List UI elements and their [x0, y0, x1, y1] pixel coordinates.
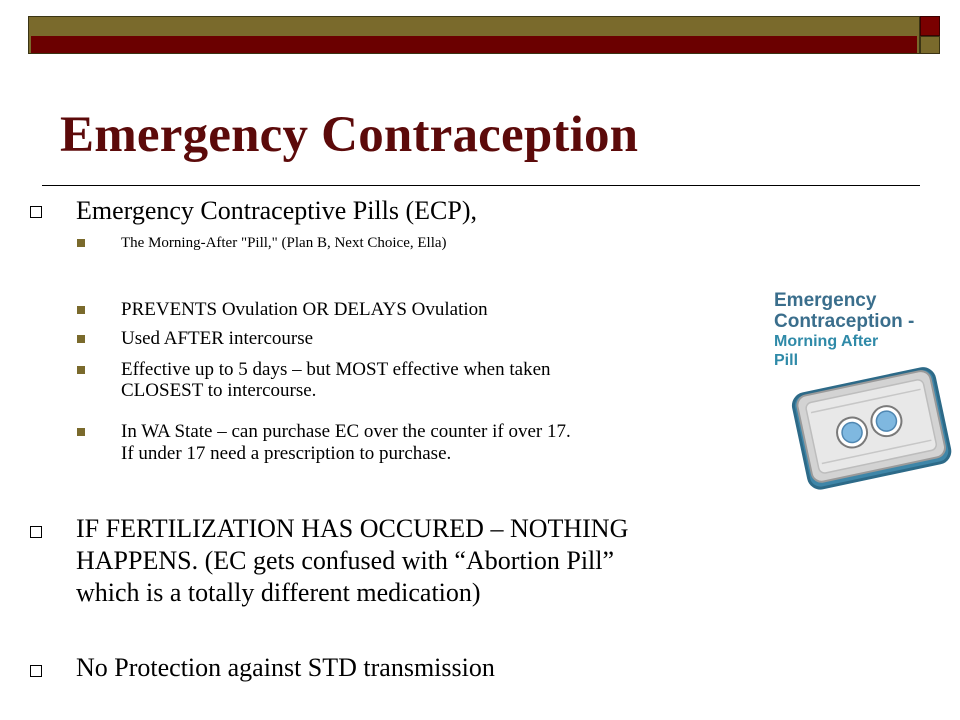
bullet-fertilization-line1: IF FERTILIZATION HAS OCCURED – NOTHING	[76, 514, 629, 543]
bullet-marker-icon	[77, 366, 85, 374]
ec-illustration-sub-line2: Pill	[774, 352, 799, 369]
bullet-fertilization-line2: HAPPENS. (EC gets confused with “Abortion Pill”	[76, 546, 615, 575]
slide-title: Emergency Contraception	[60, 107, 639, 163]
pill-pack-icon	[774, 356, 954, 496]
header-corner-block	[920, 16, 940, 36]
header-bar	[28, 16, 920, 54]
bullet-std: No Protection against STD transmission	[76, 653, 495, 682]
sub-bullet-effective-line1: Effective up to 5 days – but MOST effective when taken	[121, 359, 551, 380]
title-divider	[42, 185, 920, 186]
header-corner-block-lower	[920, 36, 940, 54]
bullet-marker-icon	[77, 428, 85, 436]
ec-illustration-title-line1: Emergency	[774, 290, 877, 311]
bullet-marker-icon	[77, 239, 85, 247]
sub-bullet-prevents: PREVENTS Ovulation OR DELAYS Ovulation	[121, 299, 488, 320]
sub-bullet-wa-line2: If under 17 need a prescription to purchase.	[121, 443, 452, 464]
sub-bullet-wa-line1: In WA State – can purchase EC over the counter if over 17.	[121, 421, 571, 442]
bullet-marker-icon	[77, 306, 85, 314]
bullet-fertilization-line3: which is a totally different medication)	[76, 578, 481, 607]
sub-bullet-morning-after: The Morning-After "Pill," (Plan B, Next Choice, Ella)	[121, 235, 447, 251]
header-stripe	[31, 36, 917, 53]
square-bullet-icon	[30, 665, 42, 677]
sub-bullet-effective-line2: CLOSEST to intercourse.	[121, 380, 317, 401]
square-bullet-icon	[30, 526, 42, 538]
ec-illustration-title-line2: Contraception -	[774, 311, 915, 332]
bullet-marker-icon	[77, 335, 85, 343]
square-bullet-icon	[30, 206, 42, 218]
bullet-ecp: Emergency Contraceptive Pills (ECP),	[76, 196, 477, 225]
ec-illustration	[774, 286, 954, 496]
sub-bullet-used-after: Used AFTER intercourse	[121, 328, 314, 349]
ec-illustration-sub-line1: Morning After	[774, 333, 879, 350]
header-decoration	[28, 16, 942, 58]
